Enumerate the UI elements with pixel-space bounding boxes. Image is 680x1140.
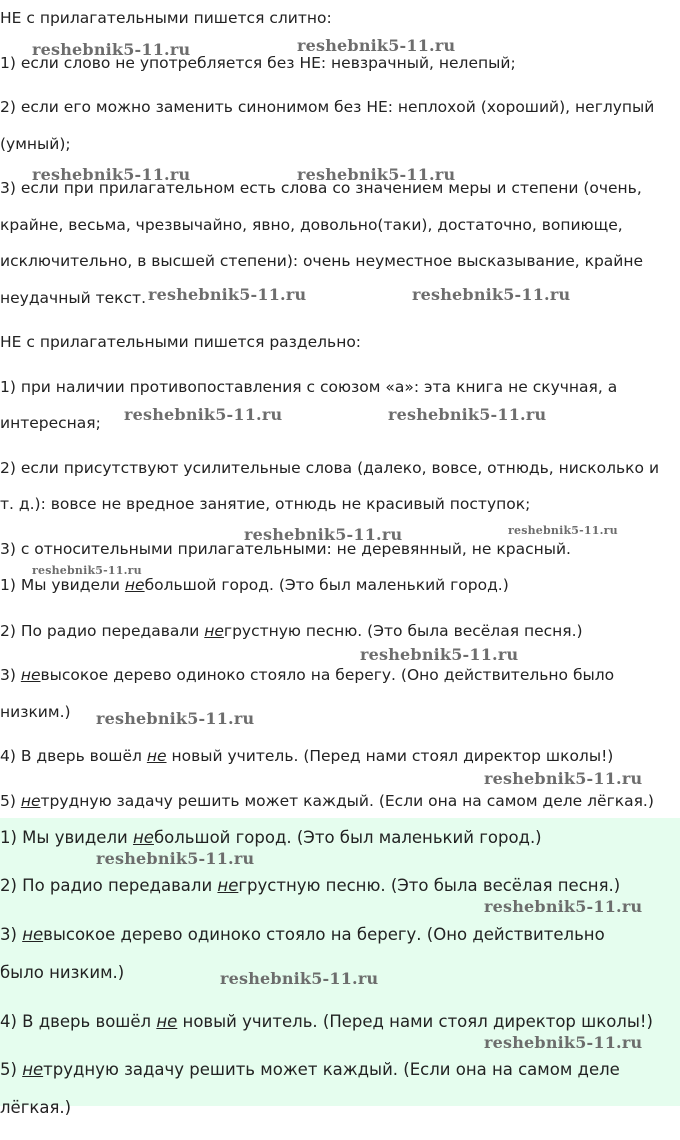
exercise-sentence-4: 4) В дверь вошёл не новый учитель. (Перед нами стоял директор школы!) (0, 747, 614, 765)
rule-separate-title: НЕ с прилагательными пишется раздельно: (0, 333, 362, 351)
ne-particle: не (146, 747, 167, 765)
rule-together-item-2-cont: (умный); (0, 135, 71, 153)
watermark: reshebnik5-11.ru (297, 165, 456, 184)
ne-particle: не (22, 1060, 44, 1079)
exercise-sentence-5: 5) нетрудную задачу решить может каждый. (Если она на самом деле лёгкая.) (0, 792, 654, 810)
watermark: reshebnik5-11.ru (388, 405, 547, 424)
rule-separate-item-1: 1) при наличии противопоставления с союзом «а»: эта книга не скучная, а (0, 378, 618, 396)
ne-particle: не (22, 925, 44, 944)
watermark: reshebnik5-11.ru (484, 897, 643, 916)
answer-sentence-5: 5) нетрудную задачу решить может каждый. (Если она на самом деле (0, 1060, 620, 1079)
watermark: reshebnik5-11.ru (297, 36, 456, 55)
ne-particle: не (217, 876, 239, 895)
rule-together-item-2: 2) если его можно заменить синонимом без НЕ: неплохой (хороший), неглупый (0, 98, 655, 116)
rule-together-item-3: 3) если при прилагательном есть слова со значением меры и степени (очень, (0, 179, 642, 197)
rule-separate-item-2-cont: т. д.): вовсе не вредное занятие, отнюдь не красивый поступок; (0, 495, 531, 513)
rule-together-item-3-cont-1: крайне, весьма, чрезвычайно, явно, довольно(таки), достаточно, вопиюще, (0, 216, 623, 234)
ne-particle: не (132, 828, 154, 847)
exercise-sentence-2: 2) По радио передавали негрустную песню. (Это была весёлая песня.) (0, 622, 583, 640)
watermark: reshebnik5-11.ru (96, 709, 255, 728)
answer-sentence-5-cont: лёгкая.) (0, 1098, 72, 1117)
rule-separate-item-3: 3) с относительными прилагательными: не деревянный, не красный. (0, 540, 571, 558)
answer-sentence-3-cont: было низким.) (0, 963, 125, 982)
ne-particle: не (204, 622, 224, 640)
watermark: reshebnik5-11.ru (220, 969, 379, 988)
watermark: reshebnik5-11.ru (32, 165, 191, 184)
watermark: reshebnik5-11.ru (484, 1033, 643, 1052)
watermark: reshebnik5-11.ru (32, 40, 191, 59)
rule-separate-item-1-cont: интересная; (0, 414, 101, 432)
answer-sentence-1: 1) Мы увидели небольшой город. (Это был маленький город.) (0, 828, 542, 847)
watermark: reshebnik5-11.ru (148, 285, 307, 304)
rule-separate-item-2: 2) если присутствуют усилительные слова (далеко, вовсе, отнюдь, нисколько и (0, 459, 660, 477)
rule-together-item-3-cont-2: исключительно, в высшей степени): очень неуместное высказывание, крайне (0, 252, 644, 270)
ne-particle: не (20, 792, 41, 810)
ne-particle: не (20, 666, 41, 684)
exercise-sentence-3: 3) невысокое дерево одиноко стояло на берегу. (Оно действительно было (0, 666, 615, 684)
ne-particle: не (156, 1012, 178, 1031)
ne-particle: не (124, 576, 145, 594)
answer-sentence-2: 2) По радио передавали негрустную песню. (Это была весёлая песня.) (0, 876, 621, 895)
rule-together-title: НЕ с прилагательными пишется слитно: (0, 9, 332, 27)
watermark: reshebnik5-11.ru (32, 564, 142, 577)
watermark: reshebnik5-11.ru (412, 285, 571, 304)
watermark: reshebnik5-11.ru (484, 769, 643, 788)
watermark: reshebnik5-11.ru (124, 405, 283, 424)
rule-together-item-1: 1) если слово не употребляется без НЕ: невзрачный, нелепый; (0, 54, 516, 72)
rule-together-item-3-cont-3: неудачный текст. (0, 289, 146, 307)
watermark: reshebnik5-11.ru (96, 849, 255, 868)
watermark: reshebnik5-11.ru (508, 524, 618, 537)
exercise-sentence-1: 1) Мы увидели небольшой город. (Это был маленький город.) (0, 576, 509, 594)
answer-sentence-4: 4) В дверь вошёл не новый учитель. (Перед нами стоял директор школы!) (0, 1012, 653, 1031)
watermark: reshebnik5-11.ru (244, 525, 403, 544)
exercise-sentence-3-cont: низким.) (0, 703, 71, 721)
watermark: reshebnik5-11.ru (360, 645, 519, 664)
answer-sentence-3: 3) невысокое дерево одиноко стояло на берегу. (Оно действительно (0, 925, 605, 944)
